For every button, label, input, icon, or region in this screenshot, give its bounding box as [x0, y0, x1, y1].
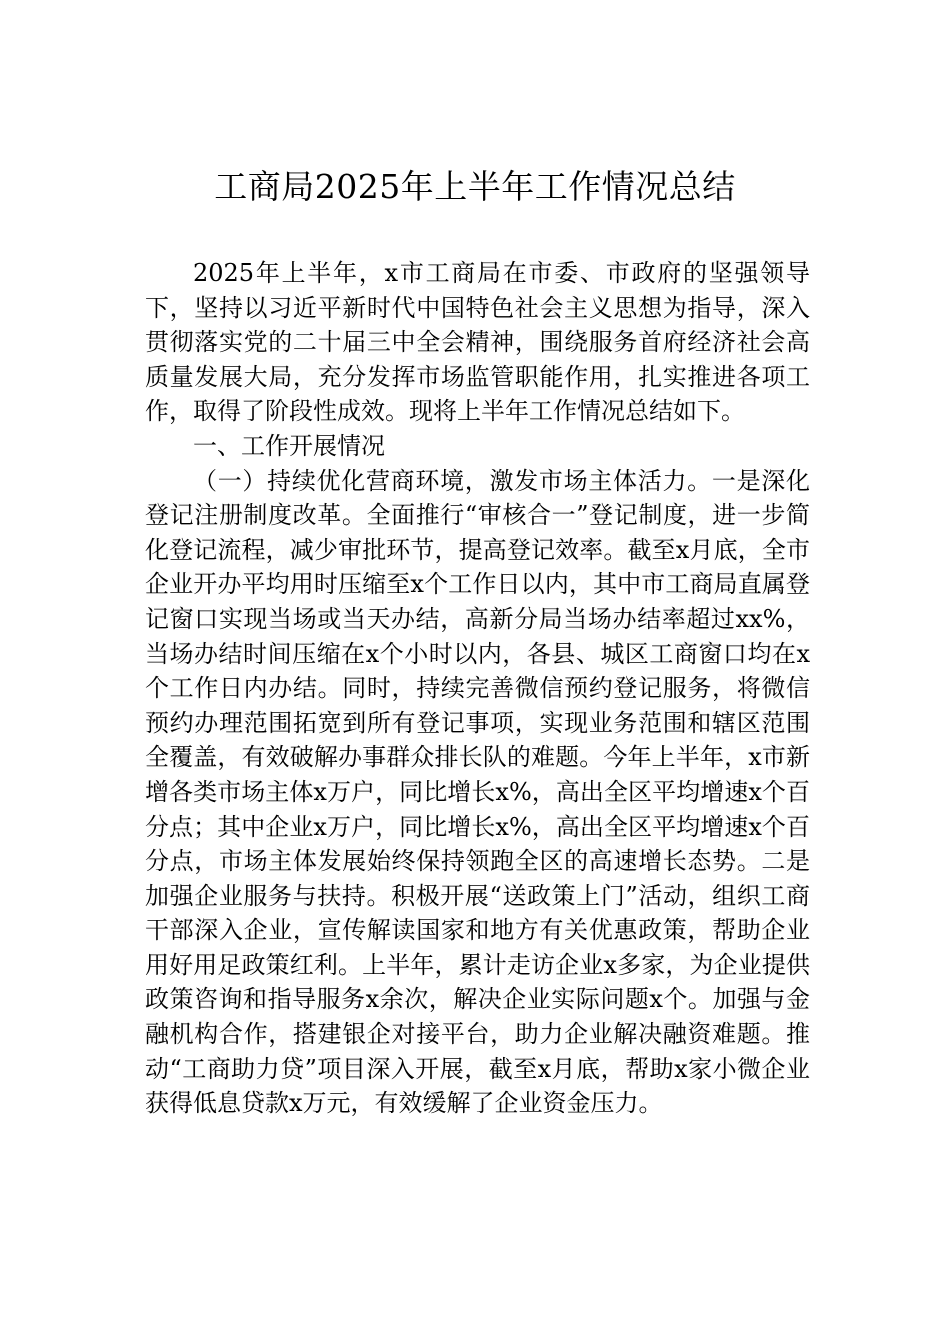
intro-paragraph: 2025年上半年，x市工商局在市委、市政府的坚强领导下，坚持以习近平新时代中国特色社会主义思想为指导，深入贯彻落实党的二十届三中全会精神，围绕服务首府经济社会高质量发展大局，充分发挥市场监管职能作用，扎实推进各项工作，取得了阶段性成效。现将上半年工作情况总结如下。	[145, 259, 810, 426]
document-body	[145, 256, 810, 1121]
document-title: 工商局2025年上半年工作情况总结	[214, 167, 736, 206]
section-1-paragraph: （一）持续优化营商环境，激发市场主体活力。一是深化登记注册制度改革。全面推行“审核合一”登记制度，进一步简化登记流程，减少审批环节，提高登记效率。截至x月底，全市企业开办平均用时压缩至x个工作日以内，其中市工商局直属登记窗口实现当场或当天办结，高新分局当场办结率超过xx%，当场办结时间压缩在x个小时以内，各县、城区工商窗口均在x个工作日内办结。同时，持续完善微信预约登记服务，将微信预约办理范围拓宽到所有登记事项，实现业务范围和辖区范围全覆盖，有效破解办事群众排长队的难题。今年上半年，x市新增各类市场主体x万户，同比增长x%，高出全区平均增速x个百分点；其中企业x万户，同比增长x%，高出全区平均增速x个百分点，市场主体发展始终保持领跑全区的高速增长态势。二是加强企业服务与扶持。积极开展“送政策上门”活动，组织工商干部深入企业，宣传解读国家和地方有关优惠政策，帮助企业用好用足政策红利。上半年，累计走访企业x多家，为企业提供政策咨询和指导服务x余次，解决企业实际问题x个。加强与金融机构合作，搭建银企对接平台，助力企业解决融资难题。推动“工商助力贷”项目深入开展，截至x月底，帮助x家小微企业获得低息贷款x万元，有效缓解了企业资金压力。	[145, 466, 810, 1118]
section-heading: 一、工作开展情况	[193, 431, 385, 460]
